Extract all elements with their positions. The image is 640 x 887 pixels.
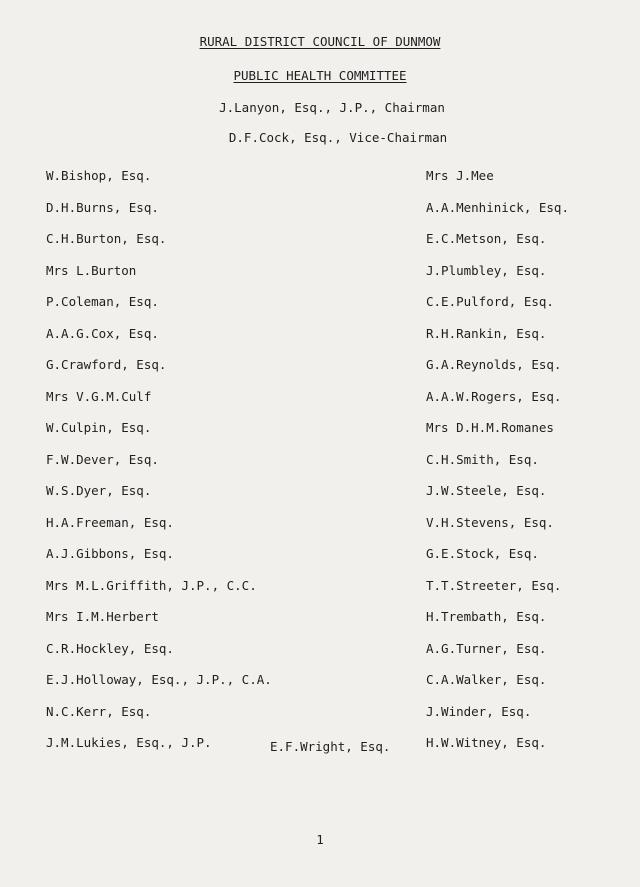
member-name: G.E.Stock, Esq. bbox=[426, 546, 539, 561]
member-name: C.H.Smith, Esq. bbox=[426, 451, 539, 467]
member-name: J.W.Steele, Esq. bbox=[426, 483, 547, 498]
member-name: P.Coleman, Esq. bbox=[46, 294, 159, 309]
member-name: C.A.Walker, Esq. bbox=[426, 672, 547, 687]
member-name: W.S.Dyer, Esq. bbox=[46, 483, 152, 498]
member-name: C.R.Hockley, Esq. bbox=[46, 640, 174, 656]
member-name: R.H.Rankin, Esq. bbox=[426, 325, 547, 341]
member-name: E.C.Metson, Esq. bbox=[426, 231, 547, 246]
member-name: C.H.Burton, Esq. bbox=[46, 231, 167, 246]
member-name: Mrs M.L.Griffith, J.P., C.C. bbox=[46, 577, 257, 593]
page-number: 1 bbox=[316, 832, 324, 847]
member-name: W.Bishop, Esq. bbox=[46, 168, 152, 183]
member-name: Mrs V.G.M.Culf bbox=[46, 388, 152, 404]
members-left-column bbox=[46, 160, 346, 759]
members-right-column bbox=[426, 160, 636, 759]
member-name: Mrs D.H.M.Romanes bbox=[426, 420, 554, 435]
member-name: C.E.Pulford, Esq. bbox=[426, 294, 554, 309]
member-name: G.Crawford, Esq. bbox=[46, 357, 167, 372]
member-name: A.A.G.Cox, Esq. bbox=[46, 325, 159, 341]
member-name: Mrs I.M.Herbert bbox=[46, 609, 159, 624]
member-name: H.A.Freeman, Esq. bbox=[46, 514, 174, 530]
council-title: RURAL DISTRICT COUNCIL OF DUNMOW bbox=[199, 34, 441, 49]
member-name: A.A.W.Rogers, Esq. bbox=[426, 388, 562, 404]
member-name: J.M.Lukies, Esq., J.P. bbox=[46, 735, 212, 750]
committee-title: PUBLIC HEALTH COMMITTEE bbox=[233, 68, 407, 83]
member-name: D.H.Burns, Esq. bbox=[46, 199, 159, 215]
member-name: E.J.Holloway, Esq., J.P., C.A. bbox=[46, 672, 272, 687]
member-name: A.J.Gibbons, Esq. bbox=[46, 546, 174, 561]
member-name: N.C.Kerr, Esq. bbox=[46, 703, 152, 719]
member-name: T.T.Streeter, Esq. bbox=[426, 577, 562, 593]
member-name: A.A.Menhinick, Esq. bbox=[426, 199, 569, 215]
member-name: H.W.Witney, Esq. bbox=[426, 735, 547, 750]
member-name: J.Winder, Esq. bbox=[426, 703, 532, 719]
member-name: F.W.Dever, Esq. bbox=[46, 451, 159, 467]
member-name: A.G.Turner, Esq. bbox=[426, 640, 547, 656]
member-name: W.Culpin, Esq. bbox=[46, 420, 152, 435]
member-name: G.A.Reynolds, Esq. bbox=[426, 357, 562, 372]
member-name: Mrs L.Burton bbox=[46, 262, 137, 278]
member-name: V.H.Stevens, Esq. bbox=[426, 514, 554, 530]
vice-chairman-line: D.F.Cock, Esq., Vice-Chairman bbox=[228, 130, 448, 145]
member-name: Mrs J.Mee bbox=[426, 168, 494, 183]
member-name: H.Trembath, Esq. bbox=[426, 609, 547, 624]
member-name: J.Plumbley, Esq. bbox=[426, 262, 547, 278]
final-member: E.F.Wright, Esq. bbox=[270, 739, 391, 754]
chairman-line: J.Lanyon, Esq., J.P., Chairman bbox=[219, 100, 445, 115]
